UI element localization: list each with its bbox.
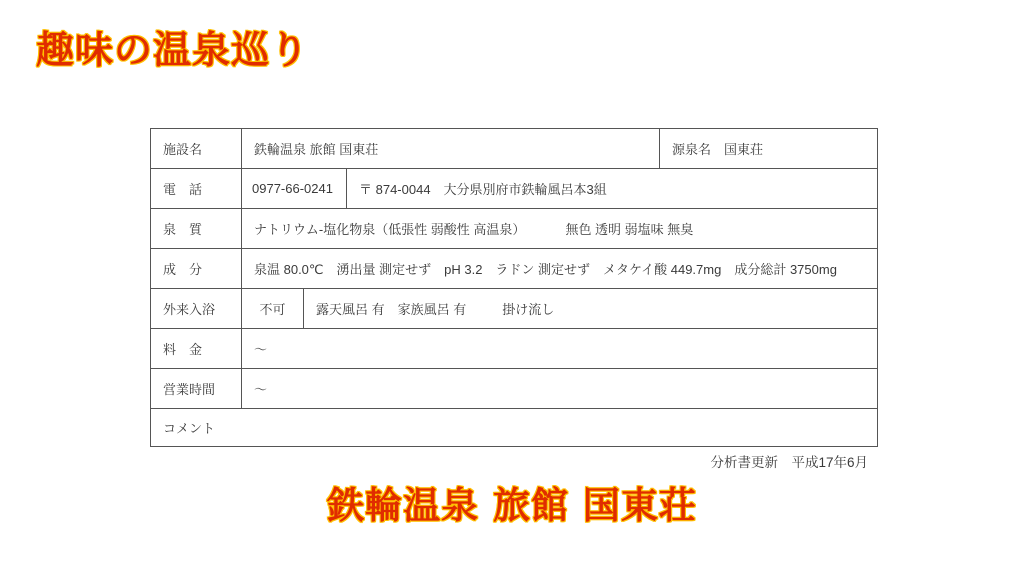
onsen-info-table	[150, 128, 878, 447]
quality-type: ナトリウム-塩化物泉（低張性 弱酸性 高温泉）	[254, 222, 526, 237]
quality-value	[241, 209, 877, 248]
source-name: 源泉名 国東荘	[659, 129, 877, 168]
phone-number: 0977-66-0241	[241, 169, 346, 208]
analysis-update-note: 分析書更新 平成17年6月	[710, 455, 868, 470]
table-row-facility	[151, 129, 877, 169]
facility-title: 鉄輪温泉 旅館 国東荘	[327, 483, 697, 527]
day-visit-details	[303, 289, 877, 328]
page-title: 趣味の温泉巡り	[36, 27, 310, 72]
fee-value: ～	[241, 329, 877, 368]
hours-label: 営業時間	[163, 382, 216, 397]
quality-note: 無色 透明 弱塩味 無臭	[565, 222, 694, 237]
baths-info: 露天風呂 有 家族風呂 有	[316, 302, 467, 317]
composition-value: 泉温 80.0℃ 湧出量 測定せず pH 3.2 ラドン 測定せず メタケイ酸 449.7mg 成分総計 3750mg	[241, 249, 877, 288]
table-row-phone	[151, 169, 877, 209]
composition-label: 成 分	[163, 262, 203, 277]
phone-label: 電 話	[163, 182, 203, 197]
table-row-composition	[151, 249, 877, 289]
table-row-hours	[151, 369, 877, 409]
table-row-day-visit	[151, 289, 877, 329]
comment-label: コメント	[163, 421, 216, 436]
day-visit-label: 外来入浴	[163, 302, 216, 317]
quality-label: 泉 質	[163, 222, 203, 237]
flow-info: 掛け流し	[502, 302, 555, 317]
fee-label: 料 金	[163, 342, 203, 357]
table-row-comment	[151, 409, 877, 446]
facility-name: 鉄輪温泉 旅館 国東荘	[241, 129, 659, 168]
facility-label: 施設名	[163, 142, 203, 157]
table-row-fee	[151, 329, 877, 369]
hours-value: ～	[241, 369, 877, 408]
address: 〒 874-0044 大分県別府市鉄輪風呂本3組	[346, 169, 877, 208]
day-visit-status: 不可	[241, 289, 303, 328]
table-row-quality	[151, 209, 877, 249]
